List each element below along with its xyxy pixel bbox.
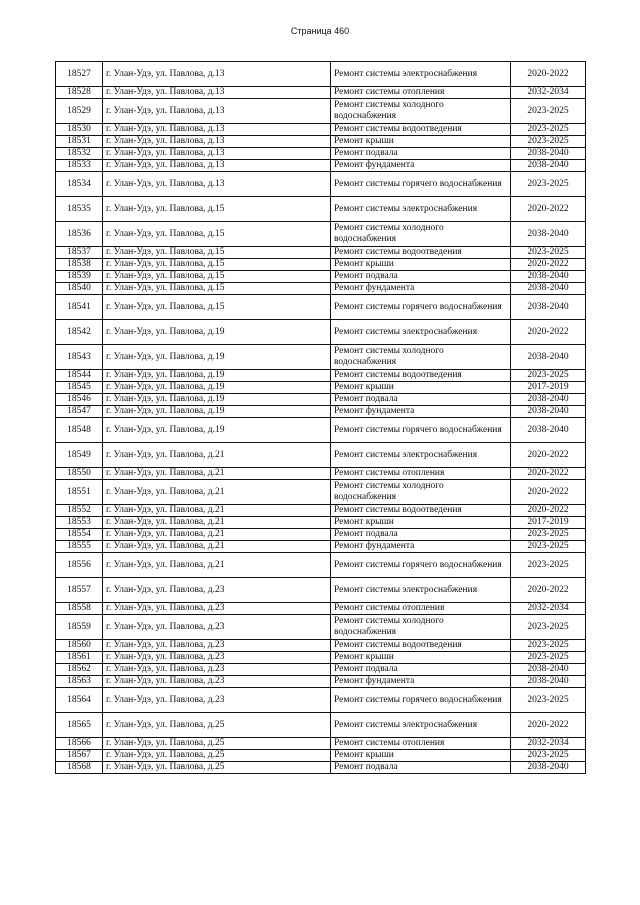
row-period: 2020-2022 — [511, 320, 586, 345]
row-address: г. Улан-Удэ, ул. Павлова, д.13 — [103, 124, 331, 136]
row-period: 2038-2040 — [511, 222, 586, 247]
row-address: г. Улан-Удэ, ул. Павлова, д.21 — [103, 553, 331, 578]
works-table-body — [56, 62, 586, 774]
row-number: 18528 — [56, 87, 103, 99]
table-row — [56, 418, 586, 443]
page-header: Страница 460 — [290, 26, 350, 36]
table-row — [56, 750, 586, 762]
table-row — [56, 345, 586, 370]
row-address: г. Улан-Удэ, ул. Павлова, д.23 — [103, 640, 331, 652]
row-work-type: Ремонт системы холодного водоснабжения — [331, 345, 511, 370]
row-address: г. Улан-Удэ, ул. Павлова, д.23 — [103, 652, 331, 664]
table-row — [56, 370, 586, 382]
row-address: г. Улан-Удэ, ул. Павлова, д.15 — [103, 283, 331, 295]
row-number: 18559 — [56, 615, 103, 640]
row-number: 18550 — [56, 468, 103, 480]
row-work-type: Ремонт системы водоотведения — [331, 247, 511, 259]
row-period: 2020-2022 — [511, 197, 586, 222]
table-row — [56, 505, 586, 517]
row-number: 18547 — [56, 406, 103, 418]
row-address: г. Улан-Удэ, ул. Павлова, д.15 — [103, 222, 331, 247]
row-address: г. Улан-Удэ, ул. Павлова, д.19 — [103, 345, 331, 370]
row-period: 2023-2025 — [511, 615, 586, 640]
row-number: 18556 — [56, 553, 103, 578]
row-period: 2023-2025 — [511, 370, 586, 382]
row-period: 2017-2019 — [511, 517, 586, 529]
row-number: 18543 — [56, 345, 103, 370]
row-period: 2038-2040 — [511, 283, 586, 295]
row-number: 18533 — [56, 160, 103, 172]
row-work-type: Ремонт системы горячего водоснабжения — [331, 688, 511, 713]
table-row — [56, 529, 586, 541]
table-row — [56, 578, 586, 603]
row-period: 2023-2025 — [511, 688, 586, 713]
row-work-type: Ремонт подвала — [331, 394, 511, 406]
table-row — [56, 688, 586, 713]
row-number: 18558 — [56, 603, 103, 615]
row-address: г. Улан-Удэ, ул. Павлова, д.19 — [103, 394, 331, 406]
row-address: г. Улан-Удэ, ул. Павлова, д.19 — [103, 418, 331, 443]
row-address: г. Улан-Удэ, ул. Павлова, д.19 — [103, 320, 331, 345]
row-work-type: Ремонт системы электроснабжения — [331, 443, 511, 468]
table-row — [56, 148, 586, 160]
row-period: 2023-2025 — [511, 750, 586, 762]
row-number: 18532 — [56, 148, 103, 160]
table-row — [56, 197, 586, 222]
row-period: 2020-2022 — [511, 480, 586, 505]
row-number: 18530 — [56, 124, 103, 136]
table-row — [56, 652, 586, 664]
table-row — [56, 172, 586, 197]
row-address: г. Улан-Удэ, ул. Павлова, д.25 — [103, 738, 331, 750]
table-row — [56, 160, 586, 172]
row-number: 18536 — [56, 222, 103, 247]
table-row — [56, 62, 586, 87]
row-period: 2020-2022 — [511, 578, 586, 603]
row-work-type: Ремонт крыши — [331, 750, 511, 762]
row-address: г. Улан-Удэ, ул. Павлова, д.21 — [103, 541, 331, 553]
row-number: 18561 — [56, 652, 103, 664]
row-period: 2032-2034 — [511, 738, 586, 750]
row-period: 2020-2022 — [511, 505, 586, 517]
row-number: 18563 — [56, 676, 103, 688]
row-work-type: Ремонт системы горячего водоснабжения — [331, 418, 511, 443]
row-period: 2023-2025 — [511, 553, 586, 578]
row-number: 18552 — [56, 505, 103, 517]
row-period: 2023-2025 — [511, 247, 586, 259]
row-work-type: Ремонт системы водоотведения — [331, 640, 511, 652]
table-row — [56, 136, 586, 148]
row-work-type: Ремонт системы холодного водоснабжения — [331, 615, 511, 640]
row-address: г. Улан-Удэ, ул. Павлова, д.21 — [103, 529, 331, 541]
table-row — [56, 553, 586, 578]
row-number: 18545 — [56, 382, 103, 394]
row-work-type: Ремонт системы электроснабжения — [331, 62, 511, 87]
row-address: г. Улан-Удэ, ул. Павлова, д.19 — [103, 406, 331, 418]
table-row — [56, 295, 586, 320]
table-row — [56, 320, 586, 345]
row-work-type: Ремонт фундамента — [331, 676, 511, 688]
row-work-type: Ремонт системы холодного водоснабжения — [331, 480, 511, 505]
table-row — [56, 517, 586, 529]
row-work-type: Ремонт фундамента — [331, 160, 511, 172]
row-number: 18566 — [56, 738, 103, 750]
row-number: 18546 — [56, 394, 103, 406]
row-work-type: Ремонт системы электроснабжения — [331, 197, 511, 222]
table-row — [56, 443, 586, 468]
table-row — [56, 664, 586, 676]
row-address: г. Улан-Удэ, ул. Павлова, д.23 — [103, 688, 331, 713]
table-row — [56, 738, 586, 750]
row-address: г. Улан-Удэ, ул. Павлова, д.23 — [103, 664, 331, 676]
row-address: г. Улан-Удэ, ул. Павлова, д.15 — [103, 259, 331, 271]
row-number: 18548 — [56, 418, 103, 443]
row-work-type: Ремонт крыши — [331, 136, 511, 148]
row-work-type: Ремонт системы электроснабжения — [331, 713, 511, 738]
row-work-type: Ремонт системы водоотведения — [331, 124, 511, 136]
row-address: г. Улан-Удэ, ул. Павлова, д.13 — [103, 160, 331, 172]
row-number: 18540 — [56, 283, 103, 295]
row-work-type: Ремонт крыши — [331, 382, 511, 394]
row-address: г. Улан-Удэ, ул. Павлова, д.19 — [103, 370, 331, 382]
row-period: 2023-2025 — [511, 172, 586, 197]
row-address: г. Улан-Удэ, ул. Павлова, д.13 — [103, 136, 331, 148]
works-table — [55, 61, 586, 774]
row-work-type: Ремонт системы отопления — [331, 603, 511, 615]
row-period: 2023-2025 — [511, 652, 586, 664]
row-period: 2038-2040 — [511, 676, 586, 688]
table-row — [56, 124, 586, 136]
table-row — [56, 382, 586, 394]
row-number: 18538 — [56, 259, 103, 271]
row-period: 2038-2040 — [511, 418, 586, 443]
table-row — [56, 99, 586, 124]
row-address: г. Улан-Удэ, ул. Павлова, д.15 — [103, 247, 331, 259]
row-period: 2020-2022 — [511, 62, 586, 87]
row-address: г. Улан-Удэ, ул. Павлова, д.15 — [103, 295, 331, 320]
row-address: г. Улан-Удэ, ул. Павлова, д.19 — [103, 382, 331, 394]
table-row — [56, 480, 586, 505]
row-number: 18542 — [56, 320, 103, 345]
row-number: 18567 — [56, 750, 103, 762]
row-work-type: Ремонт подвала — [331, 762, 511, 774]
row-work-type: Ремонт системы отопления — [331, 738, 511, 750]
table-row — [56, 603, 586, 615]
table-row — [56, 271, 586, 283]
table-row — [56, 394, 586, 406]
row-number: 18539 — [56, 271, 103, 283]
row-address: г. Улан-Удэ, ул. Павлова, д.25 — [103, 713, 331, 738]
table-row — [56, 222, 586, 247]
row-number: 18535 — [56, 197, 103, 222]
row-work-type: Ремонт системы горячего водоснабжения — [331, 553, 511, 578]
row-work-type: Ремонт крыши — [331, 652, 511, 664]
row-period: 2038-2040 — [511, 406, 586, 418]
row-work-type: Ремонт подвала — [331, 529, 511, 541]
row-period: 2017-2019 — [511, 382, 586, 394]
row-work-type: Ремонт системы водоотведения — [331, 505, 511, 517]
row-address: г. Улан-Удэ, ул. Павлова, д.23 — [103, 676, 331, 688]
row-work-type: Ремонт фундамента — [331, 406, 511, 418]
row-period: 2038-2040 — [511, 345, 586, 370]
row-period: 2023-2025 — [511, 124, 586, 136]
row-period: 2023-2025 — [511, 99, 586, 124]
row-address: г. Улан-Удэ, ул. Павлова, д.13 — [103, 99, 331, 124]
row-period: 2038-2040 — [511, 664, 586, 676]
row-address: г. Улан-Удэ, ул. Павлова, д.21 — [103, 443, 331, 468]
row-address: г. Улан-Удэ, ул. Павлова, д.15 — [103, 197, 331, 222]
row-number: 18555 — [56, 541, 103, 553]
row-number: 18568 — [56, 762, 103, 774]
row-period: 2020-2022 — [511, 468, 586, 480]
row-period: 2038-2040 — [511, 394, 586, 406]
row-period: 2038-2040 — [511, 762, 586, 774]
row-address: г. Улан-Удэ, ул. Павлова, д.15 — [103, 271, 331, 283]
row-address: г. Улан-Удэ, ул. Павлова, д.13 — [103, 62, 331, 87]
row-address: г. Улан-Удэ, ул. Павлова, д.21 — [103, 505, 331, 517]
row-period: 2020-2022 — [511, 259, 586, 271]
row-period: 2032-2034 — [511, 87, 586, 99]
row-work-type: Ремонт подвала — [331, 664, 511, 676]
row-period: 2038-2040 — [511, 160, 586, 172]
row-number: 18541 — [56, 295, 103, 320]
table-row — [56, 468, 586, 480]
row-number: 18551 — [56, 480, 103, 505]
row-work-type: Ремонт системы электроснабжения — [331, 320, 511, 345]
row-address: г. Улан-Удэ, ул. Павлова, д.25 — [103, 750, 331, 762]
table-row — [56, 406, 586, 418]
row-work-type: Ремонт системы отопления — [331, 468, 511, 480]
row-period: 2023-2025 — [511, 640, 586, 652]
row-number: 18553 — [56, 517, 103, 529]
row-address: г. Улан-Удэ, ул. Павлова, д.23 — [103, 615, 331, 640]
table-row — [56, 615, 586, 640]
table-row — [56, 247, 586, 259]
row-work-type: Ремонт крыши — [331, 259, 511, 271]
row-work-type: Ремонт системы холодного водоснабжения — [331, 99, 511, 124]
table-row — [56, 87, 586, 99]
row-work-type: Ремонт системы горячего водоснабжения — [331, 172, 511, 197]
row-period: 2023-2025 — [511, 541, 586, 553]
row-work-type: Ремонт системы отопления — [331, 87, 511, 99]
table-row — [56, 762, 586, 774]
row-number: 18537 — [56, 247, 103, 259]
row-address: г. Улан-Удэ, ул. Павлова, д.13 — [103, 148, 331, 160]
table-row — [56, 713, 586, 738]
row-work-type: Ремонт подвала — [331, 148, 511, 160]
row-address: г. Улан-Удэ, ул. Павлова, д.13 — [103, 172, 331, 197]
row-period: 2020-2022 — [511, 443, 586, 468]
row-work-type: Ремонт фундамента — [331, 283, 511, 295]
table-row — [56, 676, 586, 688]
row-number: 18549 — [56, 443, 103, 468]
table-row — [56, 541, 586, 553]
row-number: 18527 — [56, 62, 103, 87]
row-work-type: Ремонт системы электроснабжения — [331, 578, 511, 603]
row-address: г. Улан-Удэ, ул. Павлова, д.21 — [103, 517, 331, 529]
table-row — [56, 283, 586, 295]
row-work-type: Ремонт системы холодного водоснабжения — [331, 222, 511, 247]
row-address: г. Улан-Удэ, ул. Павлова, д.21 — [103, 468, 331, 480]
row-period: 2038-2040 — [511, 295, 586, 320]
row-work-type: Ремонт подвала — [331, 271, 511, 283]
row-work-type: Ремонт системы горячего водоснабжения — [331, 295, 511, 320]
row-address: г. Улан-Удэ, ул. Павлова, д.25 — [103, 762, 331, 774]
row-address: г. Улан-Удэ, ул. Павлова, д.21 — [103, 480, 331, 505]
row-number: 18564 — [56, 688, 103, 713]
row-work-type: Ремонт системы водоотведения — [331, 370, 511, 382]
row-number: 18544 — [56, 370, 103, 382]
row-work-type: Ремонт крыши — [331, 517, 511, 529]
row-number: 18562 — [56, 664, 103, 676]
table-row — [56, 640, 586, 652]
row-number: 18557 — [56, 578, 103, 603]
row-work-type: Ремонт фундамента — [331, 541, 511, 553]
row-period: 2038-2040 — [511, 271, 586, 283]
row-number: 18554 — [56, 529, 103, 541]
row-address: г. Улан-Удэ, ул. Павлова, д.23 — [103, 603, 331, 615]
row-period: 2032-2034 — [511, 603, 586, 615]
row-number: 18565 — [56, 713, 103, 738]
row-number: 18529 — [56, 99, 103, 124]
row-period: 2023-2025 — [511, 529, 586, 541]
row-number: 18560 — [56, 640, 103, 652]
row-period: 2020-2022 — [511, 713, 586, 738]
row-period: 2038-2040 — [511, 148, 586, 160]
row-number: 18534 — [56, 172, 103, 197]
table-row — [56, 259, 586, 271]
row-period: 2023-2025 — [511, 136, 586, 148]
row-address: г. Улан-Удэ, ул. Павлова, д.13 — [103, 87, 331, 99]
row-number: 18531 — [56, 136, 103, 148]
row-address: г. Улан-Удэ, ул. Павлова, д.23 — [103, 578, 331, 603]
